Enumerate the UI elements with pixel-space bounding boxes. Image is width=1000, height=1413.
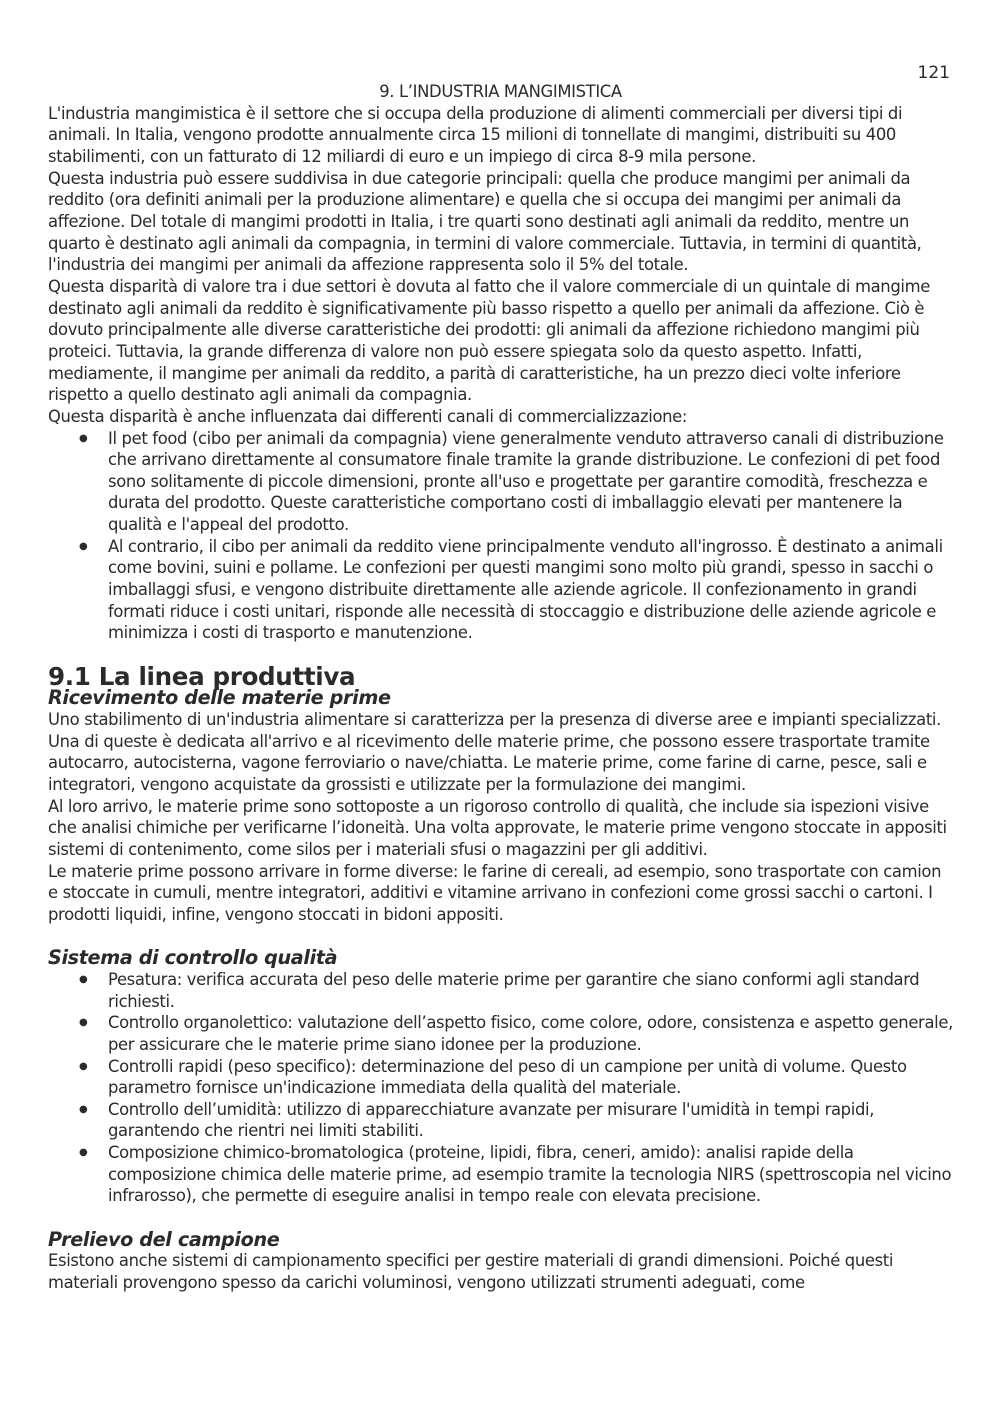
- receiving-paragraph: Le materie prime possono arrivare in forme diverse: le farine di cereali, ad esempio, sono trasportate con camion e stoccate in cumuli, mentre integratori, additivi e vitamine arrivano in confezioni come grossi sacchi o cartoni. I prodotti liquidi, infine, vengono stoccati in bidoni appositi.: [48, 861, 942, 924]
- list-item: ● Pesatura: verifica accurata del peso delle materie prime per garantire che siano conformi agli standard richiesti.: [108, 969, 953, 1012]
- intro-paragraph: Questa disparità è anche influenzata dai differenti canali di commercializzazione:: [48, 406, 688, 426]
- subsection-title-receiving: Ricevimento delle materie prime: [48, 686, 391, 710]
- intro-paragraph: Questa disparità di valore tra i due settori è dovuta al fatto che il valore commerciale di un quintale di mangime destinato agli animali da reddito è significativamente più basso rispetto a quello per animali da affezione. Ciò è dovuto principalmente alle diverse caratteristiche dei prodotti: gli animali da affezione richiedono mangimi più proteici. Tuttavia, la grande differenza di valore non può essere spiegata solo da questo aspetto. Infatti, mediamente, il mangime per animali da reddito, a parità di caratteristiche, ha un prezzo dieci volte inferiore rispetto a quello destinato agli animali da compagnia.: [48, 276, 930, 405]
- section-title: 9.1 La linea produttiva: [48, 661, 356, 691]
- chapter-title: 9. L’INDUSTRIA MANGIMISTICA: [379, 82, 622, 101]
- list-item: ● Controllo dell’umidità: utilizzo di apparecchiature avanzate per misurare l'umidità in tempi rapidi, garantendo che rientri nei limiti stabiliti.: [108, 1099, 953, 1142]
- intro-paragraph: L'industria mangimistica è il settore che si occupa della produzione di alimenti commerciali per diversi tipi di animali. In Italia, vengono prodotte annualmente circa 15 milioni di tonnellate di mangimi, distribuiti su 400 stabilimenti, con un fatturato di 12 miliardi di euro e un impiego di circa 8-9 mila persone.: [48, 103, 903, 166]
- intro-paragraph: Questa industria può essere suddivisa in due categorie principali: quella che produce mangimi per animali da reddito (ora definiti animali per la produzione alimentare) e quella che si occupa dei mangimi per animali da affezione. Del totale di mangimi prodotti in Italia, i tre quarti sono destinati agli animali da reddito, mentre un quarto è destinato agli animali da compagnia, in termini di valore commerciale. Tuttavia, in termini di quantità, l'industria dei mangimi per animali da affezione rappresenta solo il 5% del totale.: [48, 168, 922, 275]
- receiving-paragraph: Al loro arrivo, le materie prime sono sottoposte a un rigoroso controllo di qualità, che include sia ispezioni visive che analisi chimiche per verificarne l’idoneità. Una volta approvate, le materie prime vengono stoccate in appositi sistemi di contenimento, come silos per i materiali sfusi o magazzini per gli additivi.: [48, 796, 947, 859]
- channels-list: [48, 428, 953, 645]
- subsection-title-quality: Sistema di controllo qualità: [48, 946, 338, 970]
- list-item: ● Al contrario, il cibo per animali da reddito viene principalmente venduto all'ingrosso. È destinato a animali come bovini, suini e pollame. Le confezioni per questi mangimi sono molto più grandi, spesso in sacchi o imballaggi sfusi, e vengono distribuite direttamente alle aziende agricole. Il confezionamento in grandi formati riduce i costi unitari, risponde alle necessità di stoccaggio e distribuzione delle aziende agricole e minimizza i costi di trasporto e manutenzione.: [108, 536, 953, 644]
- list-item: ● Composizione chimico-bromatologica (proteine, lipidi, fibra, ceneri, amido): analisi rapide della composizione chimica delle materie prime, ad esempio tramite la tecnologia NIRS (spettroscopia nel vicino infrarosso), che permette di eseguire analisi in tempo reale con elevata precisione.: [108, 1142, 953, 1207]
- list-item: ● Controlli rapidi (peso specifico): determinazione del peso di un campione per unità di volume. Questo parametro fornisce un'indicazione immediata della qualità del materiale.: [108, 1056, 953, 1099]
- list-item: ● Controllo organolettico: valutazione dell’aspetto fisico, come colore, odore, consistenza e aspetto generale, per assicurare che le materie prime siano idonee per la produzione.: [108, 1012, 953, 1055]
- sampling-paragraph: Esistono anche sistemi di campionamento specifici per gestire materiali di grandi dimensioni. Poiché questi materiali provengono spesso da carichi voluminosi, vengono utilizzati strumenti adeguati, come: [48, 1251, 894, 1293]
- spacer: [48, 926, 953, 948]
- spacer: [48, 1207, 953, 1229]
- subsection-title-sampling: Prelievo del campione: [48, 1227, 280, 1251]
- list-item: ● Il pet food (cibo per animali da compagnia) viene generalmente venduto attraverso canali di distribuzione che arrivano direttamente al consumatore finale tramite la grande distribuzione. Le confezioni di pet food sono solitamente di piccole dimensioni, pronte all'uso e progettate per garantire comodità, freschezza e durata del prodotto. Queste caratteristiche comportano costi di imballaggio elevati per mantenere la qualità e l'appeal del prodotto.: [108, 428, 953, 536]
- document-page: [48, 60, 953, 1294]
- page-number: 121: [917, 63, 950, 83]
- quality-list: [48, 969, 953, 1207]
- receiving-paragraph: Uno stabilimento di un'industria alimentare si caratterizza per la presenza di diverse aree e impianti specializzati. Una di queste è dedicata all'arrivo e al ricevimento delle materie prime, che possono essere trasportate tramite autocarro, autocisterna, vagone ferroviario o nave/chiatta. Le materie prime, come farine di carne, pesce, sali e integratori, vengono acquistate da grossisti e utilizzate per la formulazione dei mangimi.: [48, 710, 941, 794]
